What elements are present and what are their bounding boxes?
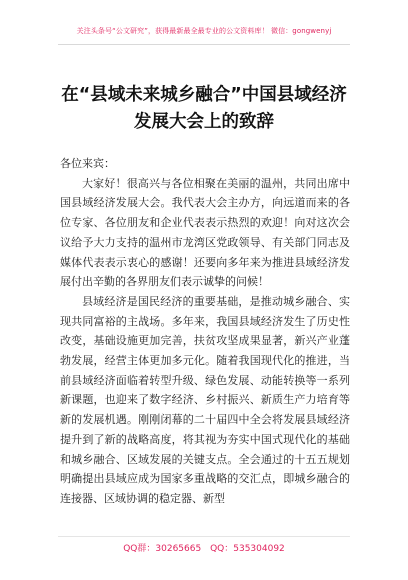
- document-body: [60, 154, 350, 509]
- header-note: 关注头条号“公文研究”，获得最新最全最专业的公文资料库！ 微信：gongwenyj: [76, 27, 332, 35]
- footer-note: [0, 541, 408, 554]
- paragraph-2: 县域经济是国民经济的重要基础，是推动城乡融合、实现共同富裕的主战场。多年来，我国县域经济发生了历史性改变，基础设施更加完善，扶贫攻坚成果显著，新兴产业蓬勃发展，经营主体更加多元化。随着我国现代化的推进，当前县域经济面临着转型升级、绿色发展、动能转换等一系列新课题，也迎来了数字经济、乡村振兴、新质生产力培育等新的发展机遇。刚刚闭幕的二十届四中全会将发展县域经济提升到了新的战略高度，将其视为夯实中国式现代化的基础和城乡融合、区域发展的关键支点。全会通过的十五五规划明确提出县域应成为国家多重战略的交汇点，即城乡融合的连接器、区域协调的稳定器、新型: [60, 294, 350, 505]
- header-divider: [58, 44, 350, 45]
- footer-divider: [58, 536, 350, 537]
- document-title: 在“县域未来城乡融合”中国县域经济发展大会上的致辞: [61, 85, 347, 132]
- salutation: 各位来宾：: [60, 157, 115, 170]
- footer-qq: QQ：535304092: [210, 544, 285, 554]
- footer-qq-group: QQ群：30265665: [123, 544, 202, 554]
- paragraph-1: 大家好！很高兴与各位相聚在美丽的温州，共同出席中国县域经济发展大会。我代表大会主办方，向远道而来的各位专家、各位朋友和企业代表表示热烈的欢迎！向对这次会议给予大力支持的温州市龙湾区党政领导、有关部门同志及媒体代表表示衷心的感谢！还要向多年来为推进县域经济发展付出辛勤的各界朋友们表示诚挚的问候！: [60, 176, 350, 289]
